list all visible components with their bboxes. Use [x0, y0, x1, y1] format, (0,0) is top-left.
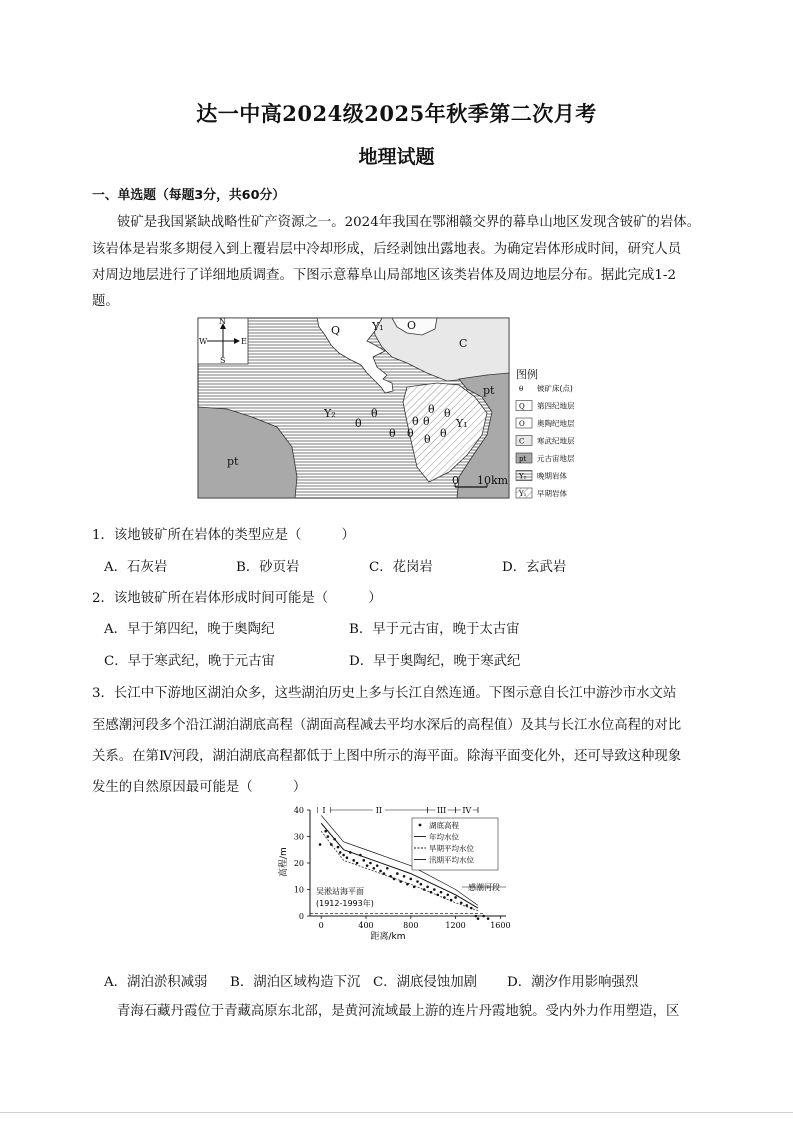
ore-deposit-marker: θ: [371, 407, 378, 420]
legend-label: 元古宙地层: [537, 454, 575, 463]
data-point: [393, 878, 396, 881]
data-point: [346, 856, 349, 859]
legend-label: 奥陶纪地层: [537, 419, 575, 428]
data-point: [342, 854, 345, 857]
label-y2: Y₂: [324, 407, 336, 420]
data-point: [327, 835, 330, 838]
data-point: [446, 894, 449, 897]
data-point: [487, 917, 490, 920]
map-legend: [516, 367, 575, 498]
data-point: [460, 901, 463, 904]
passage1-line: 该岩体是岩浆多期侵入到上覆岩层中冷却形成，后经剥蚀出露地表。为确定岩体形成时间，研究人员: [92, 242, 682, 257]
label-c: C: [459, 337, 468, 350]
ore-deposit-marker: θ: [412, 415, 419, 428]
question-1-stem: 1．该地铍矿所在岩体的类型应是（ ）: [92, 528, 355, 543]
legend-marker: [419, 824, 422, 827]
legend-symbol: Y₂: [519, 472, 527, 481]
y-tick-label: 20: [293, 859, 304, 868]
data-point: [440, 891, 443, 894]
data-point: [396, 872, 399, 875]
q1-option-b[interactable]: B．砂页岩: [236, 560, 300, 575]
data-point: [443, 896, 446, 899]
label-o: O: [407, 319, 417, 332]
label-y1-top: Y₁: [372, 320, 384, 333]
question-3-stem-line: 发生的自然原因最可能是（ ）: [92, 780, 307, 795]
data-point: [477, 917, 480, 920]
data-point: [482, 915, 485, 918]
x-tick-label: 800: [403, 921, 419, 930]
question-2-stem: 2．该地铍矿所在岩体形成时间可能是（ ）: [92, 591, 382, 606]
data-point: [466, 904, 469, 907]
ore-deposit-marker: θ: [389, 427, 396, 440]
data-point: [369, 862, 372, 865]
data-point: [337, 846, 340, 849]
x-tick-label: 1200: [445, 921, 466, 930]
data-point: [383, 872, 386, 875]
segment-label: IV: [462, 806, 472, 815]
data-point: [376, 864, 379, 867]
data-point: [413, 886, 416, 889]
data-point: [330, 843, 333, 846]
exam-title: 达一中高2024级2025年秋季第二次月考: [196, 101, 597, 126]
question-3-stem-line: 关系。在第Ⅳ河段，湖泊湖底高程都低于上图中所示的海平面。除海平面变化外，还可导致这种现象: [92, 749, 682, 764]
compass-n: N: [219, 317, 226, 326]
ore-deposit-marker: θ: [428, 403, 435, 416]
section-heading: 一、单选题（每题3分，共60分）: [92, 188, 286, 203]
compass-w: W: [199, 337, 208, 346]
segment-label: I: [322, 806, 326, 815]
data-point: [373, 867, 376, 870]
chart-legend-label: 旱期平均水位: [429, 844, 474, 853]
data-point: [333, 838, 336, 841]
data-point: [450, 899, 453, 902]
ore-deposit-marker: θ: [355, 417, 362, 430]
data-point: [362, 859, 365, 862]
data-point: [410, 878, 413, 881]
q2-option-b[interactable]: B．早于元古宙，晚于太古宙: [349, 622, 520, 637]
ore-deposit-marker: θ: [423, 415, 430, 428]
page-bottom-rule: [0, 1112, 793, 1113]
elevation-chart: [276, 800, 512, 948]
data-point: [433, 888, 436, 891]
data-point: [454, 896, 457, 899]
q1-option-c[interactable]: C．花岗岩: [369, 560, 433, 575]
subject-title: 地理试题: [358, 146, 435, 168]
legend-label: 早期岩体: [537, 489, 567, 498]
legend-symbol: Q: [519, 402, 525, 411]
annotation-tidal: 感潮河段: [468, 883, 500, 892]
compass-s: S: [220, 356, 226, 365]
y-tick-label: 40: [293, 806, 304, 815]
legend-symbol: O: [519, 420, 525, 428]
data-point: [430, 891, 433, 894]
label-pt-left: pt: [227, 455, 239, 468]
passage2-line: 青海石藏丹霞位于青藏高原东北部，是黄河流域最上游的连片丹霞地貌。受内外力作用塑造，区: [117, 1004, 680, 1019]
data-point: [339, 851, 342, 854]
x-tick-label: 1600: [490, 921, 511, 930]
data-point: [416, 880, 419, 883]
data-point: [470, 907, 473, 910]
x-tick-label: 400: [358, 921, 374, 930]
x-tick-label: 0: [318, 921, 324, 930]
legend-label: 第四纪地层: [537, 401, 575, 411]
q3-option-c[interactable]: C．湖底侵蚀加剧: [373, 975, 477, 990]
q2-option-c[interactable]: C．早于寒武纪，晚于元古宙: [104, 654, 275, 669]
ore-deposit-marker: θ: [424, 433, 431, 446]
data-point: [426, 886, 429, 889]
data-point: [349, 851, 352, 854]
legend-symbol: C: [519, 437, 525, 446]
legend-title: 图例: [516, 368, 538, 381]
data-point: [420, 883, 423, 886]
ore-deposit-marker: θ: [440, 427, 447, 440]
annotation-years: (1912-1993年): [316, 899, 374, 908]
ore-deposit-marker: θ: [444, 407, 451, 420]
compass-e: E: [241, 337, 247, 346]
y-axis-label: 高程/m: [279, 847, 289, 877]
q3-option-b[interactable]: B．湖泊区域构造下沉: [230, 975, 361, 990]
question-3-stem-line: 至感潮河段多个沿江湖泊湖底高程（湖面高程减去平均水深后的高程值）及其与长江水位高程的对比: [92, 718, 682, 733]
data-point: [406, 883, 409, 886]
y-tick-label: 0: [298, 912, 304, 921]
passage1-line: 对周边地层进行了详细地质调查。下图示意幕阜山局部地区该类岩体及周边地层分布。据此完成1-2: [92, 268, 676, 283]
q1-option-d[interactable]: D．玄武岩: [502, 560, 567, 575]
data-point: [386, 867, 389, 870]
ore-deposit-marker: θ: [407, 427, 414, 440]
annotation-sea: 吴淞站海平面: [316, 887, 364, 896]
q2-option-a[interactable]: A．早于第四纪，晚于奥陶纪: [104, 622, 275, 637]
y-tick-label: 10: [293, 885, 304, 895]
passage1-line: 铍矿是我国紧缺战略性矿产资源之一。2024年我国在鄂湘赣交界的幕阜山地区发现含铍矿的岩体。: [117, 215, 701, 230]
data-point: [324, 830, 327, 833]
label-q: Q: [331, 324, 341, 337]
data-point: [423, 888, 426, 891]
scale-zero: 0: [452, 474, 459, 487]
scale-dist: 10km: [477, 474, 509, 487]
data-point: [366, 864, 369, 867]
q2-option-d[interactable]: D．早于奥陶纪，晚于寒武纪: [349, 654, 521, 669]
data-point: [474, 915, 477, 918]
legend-symbol: pt: [519, 455, 527, 463]
segment-label: III: [436, 806, 447, 815]
chart-legend-label: 汛期平均水位: [429, 855, 474, 865]
data-point: [359, 854, 362, 857]
label-y1-right: Y₁: [456, 417, 468, 430]
data-point: [356, 862, 359, 865]
q1-option-a[interactable]: A．石灰岩: [104, 560, 168, 575]
y-tick-label: 30: [293, 832, 304, 842]
legend-label: 晚期岩体: [537, 471, 567, 481]
data-point: [389, 875, 392, 878]
passage1-line: 题。: [92, 294, 119, 309]
data-point: [352, 859, 355, 862]
data-point: [379, 870, 382, 873]
legend-symbol: θ: [519, 385, 524, 393]
data-point: [403, 875, 406, 878]
legend-label: 寒武纪地层: [537, 436, 575, 446]
geologic-map: [197, 317, 597, 499]
data-point: [319, 843, 322, 846]
question-3-stem-line: 3．长江中下游地区湖泊众多，这些湖泊历史上多与长江自然连通。下图示意自长江中游沙市水文站: [92, 686, 677, 701]
chart-legend-label: 年均水位: [429, 832, 459, 842]
label-pt-right: pt: [483, 384, 495, 397]
chart-legend-label: 湖底高程: [429, 821, 459, 830]
legend-label: 铍矿床(点): [537, 384, 573, 393]
data-point: [399, 880, 402, 883]
segment-label: II: [375, 806, 383, 815]
q3-option-a[interactable]: A．湖泊淤积减弱: [104, 975, 208, 990]
x-axis-label: 距离/km: [370, 932, 406, 942]
data-point: [436, 894, 439, 897]
q3-option-d[interactable]: D．潮汐作用影响强烈: [507, 975, 639, 990]
legend-symbol: Y₁: [519, 490, 527, 498]
